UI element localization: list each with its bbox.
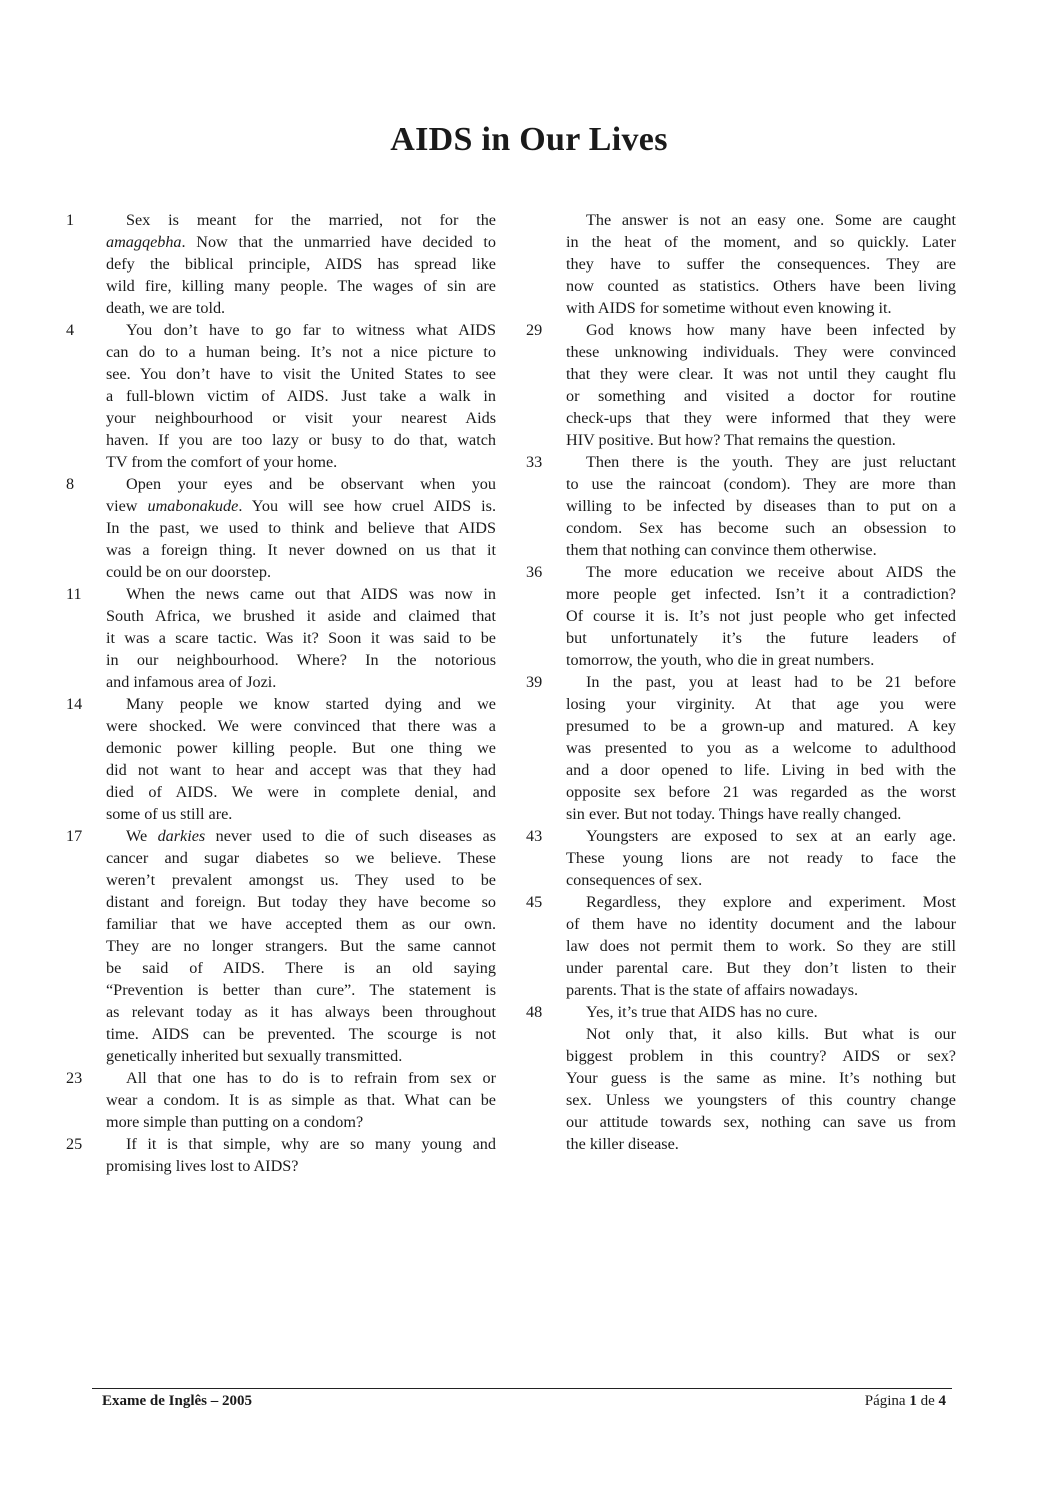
- line-number: 14: [66, 695, 83, 713]
- text-segment: law does not permit them to work. So they are still: [566, 937, 956, 955]
- text-segment: our attitude towards sex, nothing can save us from: [566, 1113, 956, 1131]
- text-line: [566, 1067, 956, 1089]
- paragraph: [66, 319, 496, 473]
- text-segment: opposite sex before 21 was regarded as the worst: [566, 783, 956, 801]
- text-segment: If it is that simple, why are so many young and: [126, 1135, 496, 1153]
- text-segment: Yes, it’s true that AIDS has no cure.: [586, 1003, 818, 1021]
- text-line: [106, 275, 496, 297]
- text-line: [566, 1133, 956, 1155]
- text-line: [566, 803, 956, 825]
- line-number: 48: [526, 1003, 543, 1021]
- text-line: [106, 759, 496, 781]
- paragraph-text: [106, 1133, 496, 1177]
- text-line: [106, 781, 496, 803]
- text-line: [106, 1001, 496, 1023]
- text-segment: They are no longer strangers. But the same cannot: [106, 937, 496, 955]
- text-segment: of them have no identity document and the labour: [566, 915, 956, 933]
- text-segment: more people get infected. Isn’t it a contradiction?: [566, 585, 956, 603]
- text-line: [566, 451, 956, 473]
- text-segment: wear a condom. It is as simple as that. What can be: [106, 1091, 496, 1109]
- text-line: [566, 429, 956, 451]
- text-line: [566, 1023, 956, 1045]
- footer-page-number: [865, 1393, 946, 1410]
- paragraph: [526, 561, 956, 671]
- italic-term: darkies: [157, 827, 206, 845]
- paragraph-text: [566, 671, 956, 825]
- text-line: [106, 825, 496, 847]
- paragraph: [526, 451, 956, 561]
- text-line: [566, 671, 956, 693]
- text-line: [106, 561, 496, 583]
- footer-page-of: de: [920, 1393, 935, 1409]
- paragraph-text: [106, 1067, 496, 1133]
- text-segment: your neighbourhood or visit your nearest Aids: [106, 409, 496, 427]
- text-line: [566, 1111, 956, 1133]
- text-segment: genetically inherited but sexually transmitted.: [106, 1047, 403, 1065]
- left-column: [66, 209, 496, 1177]
- text-segment: cancer and sugar diabetes so we believe. These: [106, 849, 496, 867]
- text-line: [106, 649, 496, 671]
- text-line: [566, 495, 956, 517]
- text-line: [106, 957, 496, 979]
- text-segment: see. You don’t have to visit the United States to see: [106, 365, 496, 383]
- text-segment: Your guess is the same as mine. It’s nothing but: [566, 1069, 956, 1087]
- text-line: [106, 539, 496, 561]
- footer-page-word: Página: [864, 1393, 906, 1409]
- text-line: [106, 209, 496, 231]
- text-segment: some of us still are.: [106, 805, 233, 823]
- text-line: [566, 781, 956, 803]
- text-segment: never used to die of such diseases as: [205, 827, 497, 845]
- text-line: [566, 935, 956, 957]
- line-number: 25: [66, 1135, 83, 1153]
- text-line: [106, 1089, 496, 1111]
- line-number: 29: [526, 321, 543, 339]
- line-number: 4: [66, 321, 75, 339]
- text-line: [106, 429, 496, 451]
- text-line: [106, 1155, 496, 1177]
- line-number: 39: [526, 673, 543, 691]
- text-segment: the killer disease.: [566, 1135, 679, 1153]
- text-segment: these unknowing individuals. They were convinced: [566, 343, 956, 361]
- text-line: [106, 385, 496, 407]
- text-line: [106, 693, 496, 715]
- text-line: [106, 363, 496, 385]
- text-segment: be said of AIDS. There is an old saying: [106, 959, 496, 977]
- text-segment: When the news came out that AIDS was now in: [126, 585, 496, 603]
- text-segment: more simple than putting on a condom?: [106, 1113, 364, 1131]
- text-segment: that they were clear. It was not until they caught flu: [566, 365, 956, 383]
- text-segment: Youngsters are exposed to sex at an early age.: [586, 827, 956, 845]
- text-segment: under parental care. But they don’t listen to their: [566, 959, 956, 977]
- text-line: [106, 451, 496, 473]
- text-line: [566, 627, 956, 649]
- text-segment: South Africa, we brushed it aside and claimed that: [106, 607, 496, 625]
- footer-page-total: 4: [938, 1393, 946, 1409]
- text-segment: but unfortunately it’s the future leaders of: [566, 629, 956, 647]
- text-segment: was presented to you as a welcome to adulthood: [566, 739, 956, 757]
- text-line: [566, 473, 956, 495]
- paragraph: [526, 1001, 956, 1023]
- text-line: [566, 759, 956, 781]
- text-line: [566, 1089, 956, 1111]
- text-segment: Not only that, it also kills. But what is our: [586, 1025, 956, 1043]
- text-segment: wild fire, killing many people. The wages of sin are: [106, 277, 496, 295]
- text-line: [566, 847, 956, 869]
- text-line: [566, 1045, 956, 1067]
- line-number: 17: [66, 827, 83, 845]
- text-segment: Many people we know started dying and we: [126, 695, 496, 713]
- text-segment: HIV positive. But how? That remains the question.: [566, 431, 896, 449]
- paragraph-text: [106, 693, 496, 825]
- text-segment: You don’t have to go far to witness what AIDS: [126, 321, 496, 339]
- text-segment: condom. Sex has become such an obsession to: [566, 519, 956, 537]
- text-segment: consequences of sex.: [566, 871, 703, 889]
- text-line: [566, 363, 956, 385]
- text-segment: and a door opened to life. Living in bed with the: [566, 761, 956, 779]
- text-line: [106, 1111, 496, 1133]
- text-line: [106, 231, 496, 253]
- paragraph-text: [106, 319, 496, 473]
- text-line: [106, 517, 496, 539]
- text-segment: it was a scare tactic. Was it? Soon it was said to be: [106, 629, 496, 647]
- paragraph: [66, 1133, 496, 1177]
- text-segment: In the past, we used to think and believe that AIDS: [106, 519, 496, 537]
- text-line: [566, 979, 956, 1001]
- text-segment: Regardless, they explore and experiment. Most: [586, 893, 956, 911]
- text-line: [106, 319, 496, 341]
- text-line: [106, 1133, 496, 1155]
- text-segment: time. AIDS can be prevented. The scourge is not: [106, 1025, 496, 1043]
- text-line: [106, 803, 496, 825]
- footer-page-current: 1: [909, 1393, 917, 1409]
- text-segment: The answer is not an easy one. Some are caught: [586, 211, 956, 229]
- text-segment: in our neighbourhood. Where? In the notorious: [106, 651, 496, 669]
- text-line: [106, 913, 496, 935]
- text-segment: was a foreign thing. It never downed on us that it: [106, 541, 496, 559]
- paragraph-text: [566, 891, 956, 1001]
- text-segment: check-ups that they were informed that they were: [566, 409, 956, 427]
- text-segment: Of course it is. It’s not just people who get infected: [566, 607, 956, 625]
- text-segment: can do to a human being. It’s not a nice picture to: [106, 343, 496, 361]
- line-number: 1: [66, 211, 75, 229]
- paragraph: [526, 671, 956, 825]
- text-segment: losing your virginity. At that age you were: [566, 695, 956, 713]
- text-line: [106, 407, 496, 429]
- text-line: [566, 715, 956, 737]
- right-column: [526, 209, 956, 1155]
- text-line: [566, 561, 956, 583]
- text-segment: familiar that we have accepted them as our own.: [106, 915, 496, 933]
- text-line: [106, 1045, 496, 1067]
- footer-divider: [92, 1388, 952, 1389]
- text-segment: now counted as statistics. Others have been living: [566, 277, 956, 295]
- paragraph: [66, 209, 496, 319]
- text-line: [106, 1067, 496, 1089]
- paragraph: [526, 319, 956, 451]
- text-segment: in the heat of the moment, and so quickly. Later: [566, 233, 956, 251]
- text-line: [106, 605, 496, 627]
- document-title: AIDS in Our Lives: [390, 120, 668, 158]
- text-segment: . You will see how cruel AIDS is.: [238, 497, 496, 515]
- text-segment: death, we are told.: [106, 299, 226, 317]
- text-segment: . Now that the unmarried have decided to: [181, 233, 496, 251]
- text-segment: haven. If you are too lazy or busy to do that, watch: [106, 431, 496, 449]
- text-line: [566, 297, 956, 319]
- line-number: 43: [526, 827, 543, 845]
- text-line: [566, 231, 956, 253]
- paragraph-text: [566, 1023, 956, 1155]
- text-line: [566, 957, 956, 979]
- text-segment: parents. That is the state of affairs nowadays.: [566, 981, 859, 999]
- paragraph: [66, 473, 496, 583]
- paragraph: [66, 825, 496, 1067]
- paragraph-text: [106, 825, 496, 1067]
- text-segment: Then there is the youth. They are just reluctant: [586, 453, 956, 471]
- text-line: [566, 1001, 956, 1023]
- text-line: [566, 649, 956, 671]
- italic-term: umabonakude: [147, 497, 239, 515]
- text-segment: promising lives lost to AIDS?: [106, 1157, 299, 1175]
- paragraph: [526, 209, 956, 319]
- text-line: [566, 891, 956, 913]
- italic-term: amagqebha: [106, 233, 182, 251]
- text-segment: and infamous area of Jozi.: [106, 673, 277, 691]
- text-line: [106, 715, 496, 737]
- text-line: [566, 825, 956, 847]
- footer-exam-label: Exame de Inglês – 2005: [102, 1393, 252, 1409]
- paragraph-text: [566, 561, 956, 671]
- text-line: [106, 473, 496, 495]
- text-segment: presumed to be a grown-up and matured. A key: [566, 717, 956, 735]
- text-segment: In the past, you at least had to be 21 before: [586, 673, 956, 691]
- text-line: [566, 407, 956, 429]
- text-segment: willing to be infected by diseases than to put on a: [566, 497, 956, 515]
- text-segment: did not want to hear and accept was that they had: [106, 761, 496, 779]
- line-number: 36: [526, 563, 543, 581]
- paragraph-text: [106, 209, 496, 319]
- text-segment: weren’t prevalent amongst us. They used to be: [106, 871, 496, 889]
- text-line: [566, 319, 956, 341]
- text-segment: “Prevention is better than cure”. The statement is: [106, 981, 496, 999]
- text-segment: demonic power killing people. But one thing we: [106, 739, 496, 757]
- paragraph: [66, 693, 496, 825]
- text-line: [106, 737, 496, 759]
- text-line: [566, 275, 956, 297]
- text-segment: or something and visited a doctor for routine: [566, 387, 956, 405]
- text-line: [106, 1023, 496, 1045]
- text-segment: tomorrow, the youth, who die in great numbers.: [566, 651, 875, 669]
- paragraph: [66, 583, 496, 693]
- text-segment: sex. Unless we youngsters of this country change: [566, 1091, 956, 1109]
- line-number: 33: [526, 453, 543, 471]
- text-line: [106, 869, 496, 891]
- text-line: [566, 913, 956, 935]
- paragraph-text: [106, 473, 496, 583]
- text-line: [566, 385, 956, 407]
- text-line: [566, 209, 956, 231]
- text-line: [566, 341, 956, 363]
- paragraph: [526, 1023, 956, 1155]
- text-segment: with AIDS for sometime without even knowing it.: [566, 299, 892, 317]
- paragraph-text: [106, 583, 496, 693]
- paragraph-text: [566, 319, 956, 451]
- text-line: [106, 253, 496, 275]
- text-line: [566, 539, 956, 561]
- text-segment: distant and foreign. But today they have become so: [106, 893, 496, 911]
- text-segment: a full-blown victim of AIDS. Just take a walk in: [106, 387, 496, 405]
- text-line: [106, 297, 496, 319]
- text-line: [106, 847, 496, 869]
- text-line: [106, 935, 496, 957]
- paragraph-text: [566, 451, 956, 561]
- text-line: [106, 891, 496, 913]
- text-segment: to use the raincoat (condom). They are more than: [566, 475, 956, 493]
- text-line: [566, 253, 956, 275]
- paragraph-text: [566, 825, 956, 891]
- text-segment: sin ever. But not today. Things have really changed.: [566, 805, 902, 823]
- text-segment: TV from the comfort of your home.: [106, 453, 338, 471]
- paragraph: [526, 891, 956, 1001]
- text-segment: defy the biblical principle, AIDS has spread like: [106, 255, 496, 273]
- text-line: [106, 671, 496, 693]
- paragraph-text: [566, 209, 956, 319]
- text-line: [566, 583, 956, 605]
- text-segment: biggest problem in this country? AIDS or sex?: [566, 1047, 956, 1065]
- text-segment: them that nothing can convince them otherwise.: [566, 541, 877, 559]
- text-line: [566, 605, 956, 627]
- paragraph: [526, 825, 956, 891]
- text-segment: These young lions are not ready to face the: [566, 849, 956, 867]
- text-segment: were shocked. We were convinced that there was a: [106, 717, 496, 735]
- text-segment: as relevant today as it has always been throughout: [106, 1003, 496, 1021]
- text-line: [106, 583, 496, 605]
- text-segment: view: [106, 497, 148, 515]
- line-number: 11: [66, 585, 82, 603]
- text-segment: died of AIDS. We were in complete denial, and: [106, 783, 496, 801]
- paragraph: [66, 1067, 496, 1133]
- line-number: 45: [526, 893, 543, 911]
- text-segment: We: [126, 827, 158, 845]
- line-number: 23: [66, 1069, 83, 1087]
- text-line: [566, 737, 956, 759]
- text-segment: Sex is meant for the married, not for the: [126, 211, 496, 229]
- text-segment: they have to suffer the consequences. They are: [566, 255, 956, 273]
- paragraph-text: [566, 1001, 956, 1023]
- text-line: [106, 341, 496, 363]
- text-line: [566, 517, 956, 539]
- text-segment: All that one has to do is to refrain from sex or: [126, 1069, 496, 1087]
- text-line: [106, 627, 496, 649]
- text-segment: Open your eyes and be observant when you: [126, 475, 496, 493]
- line-number: 8: [66, 475, 75, 493]
- text-line: [566, 693, 956, 715]
- text-segment: The more education we receive about AIDS the: [586, 563, 956, 581]
- text-line: [566, 869, 956, 891]
- text-segment: God knows how many have been infected by: [586, 321, 956, 339]
- text-line: [106, 495, 496, 517]
- text-segment: could be on our doorstep.: [106, 563, 271, 581]
- text-line: [106, 979, 496, 1001]
